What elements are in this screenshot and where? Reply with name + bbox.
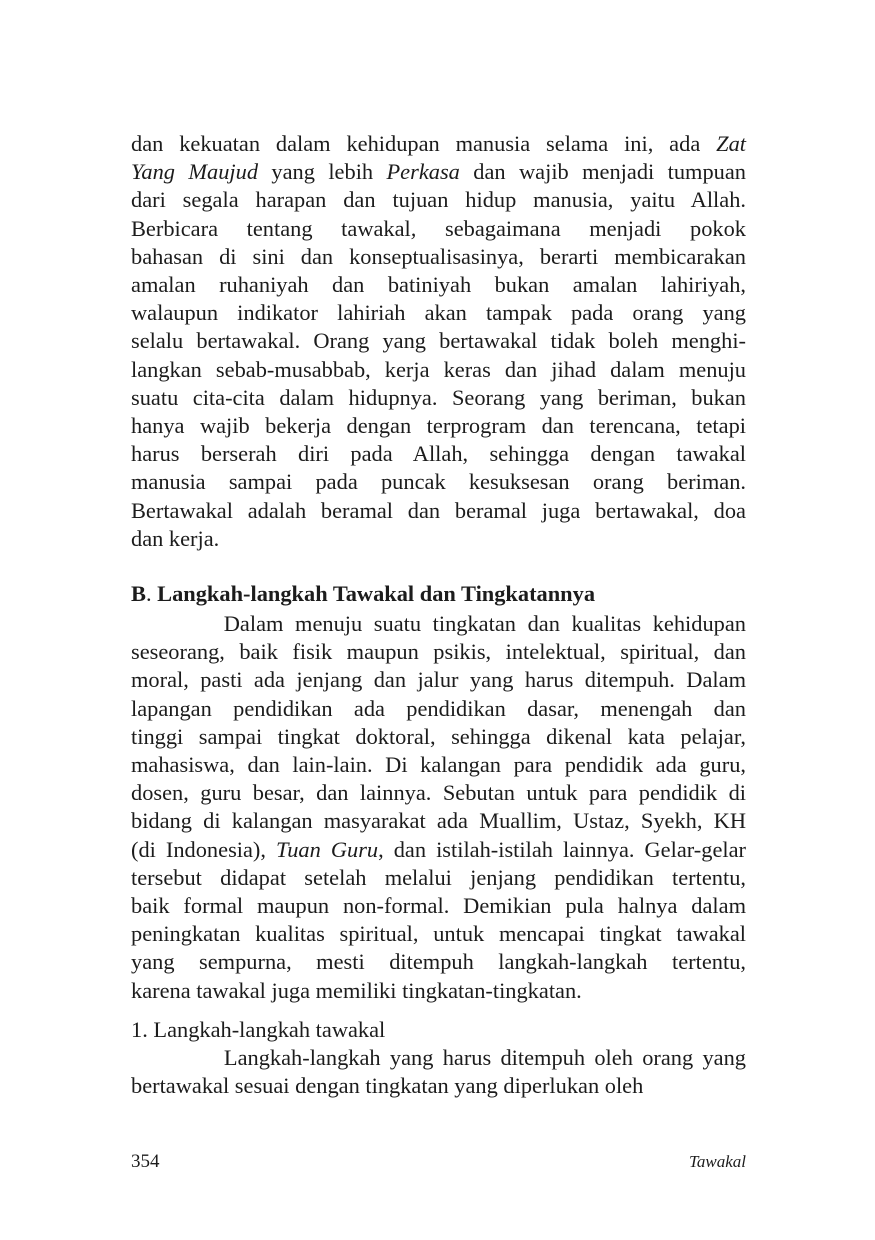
text-line: bidang di kalangan masyarakat ada Muallim, Ustaz, Syekh, KH — [131, 808, 746, 834]
italic-term: Tuan Guru — [276, 836, 379, 862]
text-line: karena tawakal juga memiliki tingkatan-tingkatan. — [131, 977, 582, 1003]
text-line: langkan sebab-musabbab, kerja keras dan jihad dalam menuju — [131, 356, 746, 382]
subsection-heading: 1. Langkah-langkah tawakal — [131, 1017, 386, 1042]
text-line: Dalam menuju suatu tingkatan dan kualitas kehidupan — [131, 611, 746, 636]
text-line: tersebut didapat setelah melalui jenjang pendidikan tertentu, — [131, 864, 746, 890]
text-line: manusia sampai pada puncak kesuksesan orang beriman. — [131, 469, 746, 495]
text-line: dosen, guru besar, dan lainnya. Sebutan untuk para pendidik di — [131, 780, 746, 806]
text-line: moral, pasti ada jenjang dan jalur yang harus ditempuh. Dalam — [131, 667, 746, 693]
section-title: Langkah-langkah Tawakal dan Tingkatannya — [151, 581, 596, 606]
section-heading — [131, 580, 746, 608]
section-separator: . — [145, 581, 152, 606]
section-letter: B — [131, 581, 146, 606]
text-line: harus berserah diri pada Allah, sehingga dengan tawakal — [131, 441, 746, 467]
italic-term: , — [410, 215, 417, 241]
text-line: peningkatan kualitas spiritual, untuk mencapai tingkat tawakal — [131, 921, 746, 947]
text-line: bertawakal sesuai dengan tingkatan yang diperlukan oleh — [131, 1073, 644, 1099]
text-line: Langkah-langkah yang harus ditempuh oleh orang yang — [131, 1045, 746, 1070]
text-line: dan kerja. — [131, 525, 220, 551]
text-line: (di Indonesia), Tuan Guru, dan istilah-istilah lainnya. Gelar-gelar — [131, 836, 746, 862]
text-line: lapangan pendidikan ada pendidikan dasar, menengah dan — [131, 695, 746, 721]
text-line: mahasiswa, dan lain-lain. Di kalangan para pendidik ada guru, — [131, 752, 746, 778]
page-number: 354 — [131, 1151, 160, 1172]
text-line: dari segala harapan dan tujuan hidup manusia, yaitu Allah. — [131, 187, 746, 213]
text-line: hanya wajib bekerja dengan terprogram dan terencana, tetapi — [131, 413, 746, 439]
text-line: bahasan di sini dan konseptualisasinya, berarti membicarakan — [131, 243, 746, 269]
italic-term: Perkasa — [386, 159, 460, 185]
text-line: tinggi sampai tingkat doktoral, sehingga dikenal kata pelajar, — [131, 723, 746, 749]
italic-term: Zat — [716, 131, 746, 156]
text-line: seseorang, baik fisik maupun psikis, intelektual, spiritual, dan — [131, 639, 746, 665]
paragraph-intro-continuation — [131, 130, 746, 553]
text-line: dan kekuatan dalam kehidupan manusia selama ini, ada Zat — [131, 131, 746, 156]
text-line: Berbicara tentang tawakal, sebagaimana menjadi pokok — [131, 215, 746, 241]
paragraph-steps-start — [131, 1044, 746, 1100]
text-line: Yang Maujud yang lebih Perkasa dan wajib menjadi tumpuan — [131, 159, 746, 185]
italic-term: Yang Maujud — [131, 159, 259, 185]
text-line: walaupun indikator lahiriah akan tampak pada orang yang — [131, 300, 746, 326]
text-line: selalu bertawakal. Orang yang bertawakal tidak boleh menghi- — [131, 328, 746, 354]
text-line: Bertawakal adalah beramal dan beramal juga bertawakal, doa — [131, 497, 746, 523]
text-line: suatu cita-cita dalam hidupnya. Seorang yang beriman, bukan — [131, 384, 746, 410]
text-line: yang sempurna, mesti ditempuh langkah-langkah tertentu, — [131, 949, 746, 975]
paragraph-steps-intro — [131, 610, 746, 1005]
text-line: baik formal maupun non-formal. Demikian pula halnya dalam — [131, 893, 746, 919]
text-line: amalan ruhaniyah dan batiniyah bukan amalan lahiriyah, — [131, 272, 746, 298]
running-title: Tawakal — [688, 1152, 746, 1171]
